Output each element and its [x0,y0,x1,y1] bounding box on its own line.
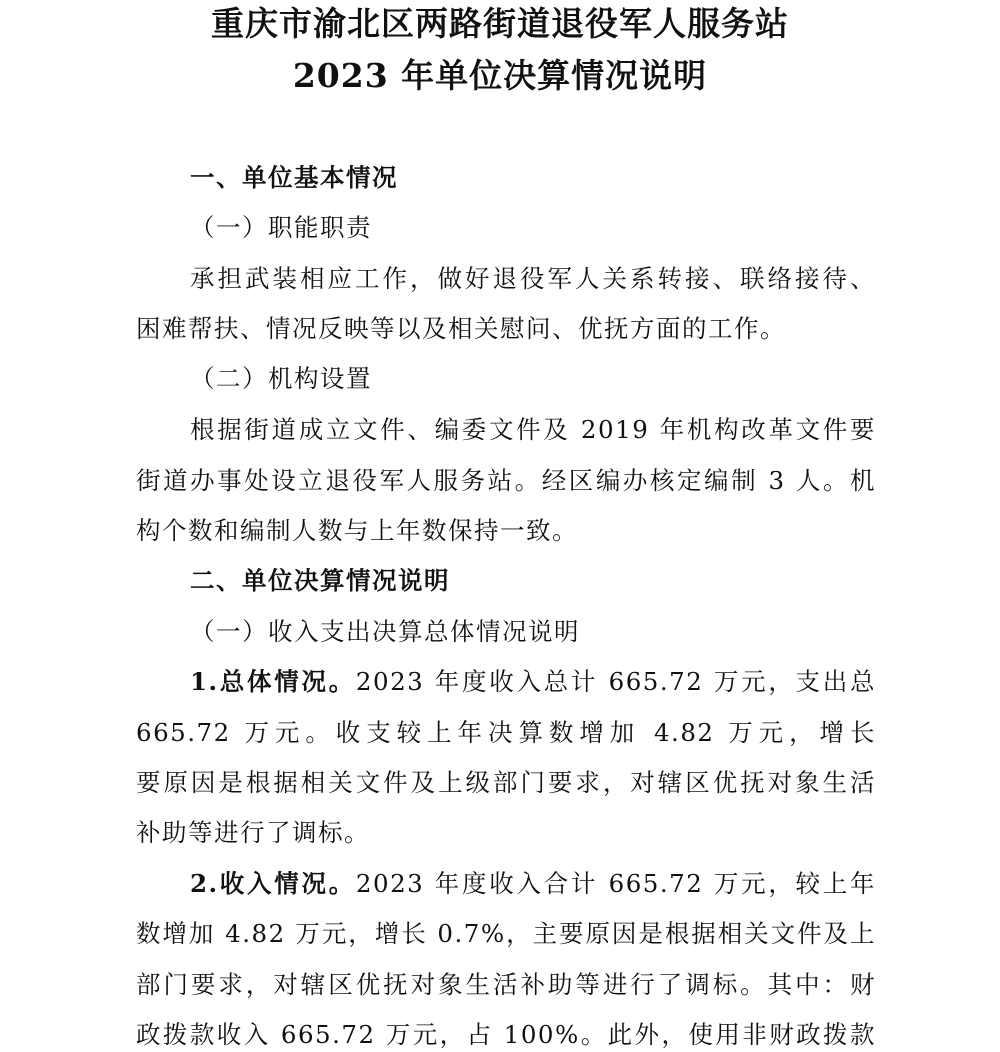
document-title-line2: 2023 年单位决算情况说明 [292,56,708,95]
overall-paragraph-line4: 补助等进行了调标。 [136,818,370,847]
section2-sub1-heading: （一）收入支出决算总体情况说明 [190,617,580,646]
overall-line1-text: 2023 年度收入总计 665.72 万元，支出总 [355,667,876,696]
section1-sub1-heading: （一）职能职责 [190,213,372,242]
section1-heading: 一、单位基本情况 [190,163,398,192]
income-paragraph-line4: 政拨款收入 665.72 万元，占 100%。此外，使用非财政拨款 [136,1020,876,1049]
overall-paragraph-line2: 665.72 万元。收支较上年决算数增加 4.82 万元，增长 [136,718,876,747]
income-paragraph-line3: 部门要求，对辖区优抚对象生活补助等进行了调标。其中：财 [136,970,876,999]
overall-paragraph-line1 [190,666,876,698]
section1-sub2-line2: 街道办事处设立退役军人服务站。经区编办核定编制 3 人。机 [136,466,876,495]
income-line1-text: 2023 年度收入合计 665.72 万元，较上年 [355,869,876,898]
section1-sub1-line1: 承担武装相应工作，做好退役军人关系转接、联络接待、 [190,264,876,293]
income-paragraph-line1 [190,868,876,900]
section1-sub2-line1: 根据街道成立文件、编委文件及 2019 年机构改革文件要 [190,415,876,444]
overall-lead: 1.总体情况。 [190,667,356,696]
overall-paragraph-line3: 要原因是根据相关文件及上级部门要求，对辖区优抚对象生活 [136,768,876,797]
income-paragraph-line2: 数增加 4.82 万元，增长 0.7%，主要原因是根据相关文件及上 [136,919,876,948]
document-title-line1: 重庆市渝北区两路街道退役军人服务站 [211,4,789,43]
section1-sub1-line2: 困难帮扶、情况反映等以及相关慰问、优抚方面的工作。 [136,314,786,343]
section1-sub2-heading: （二）机构设置 [190,364,372,393]
section2-heading: 二、单位决算情况说明 [190,566,450,595]
section1-sub2-line3: 构个数和编制人数与上年数保持一致。 [136,516,578,545]
income-lead: 2.收入情况。 [190,869,356,898]
